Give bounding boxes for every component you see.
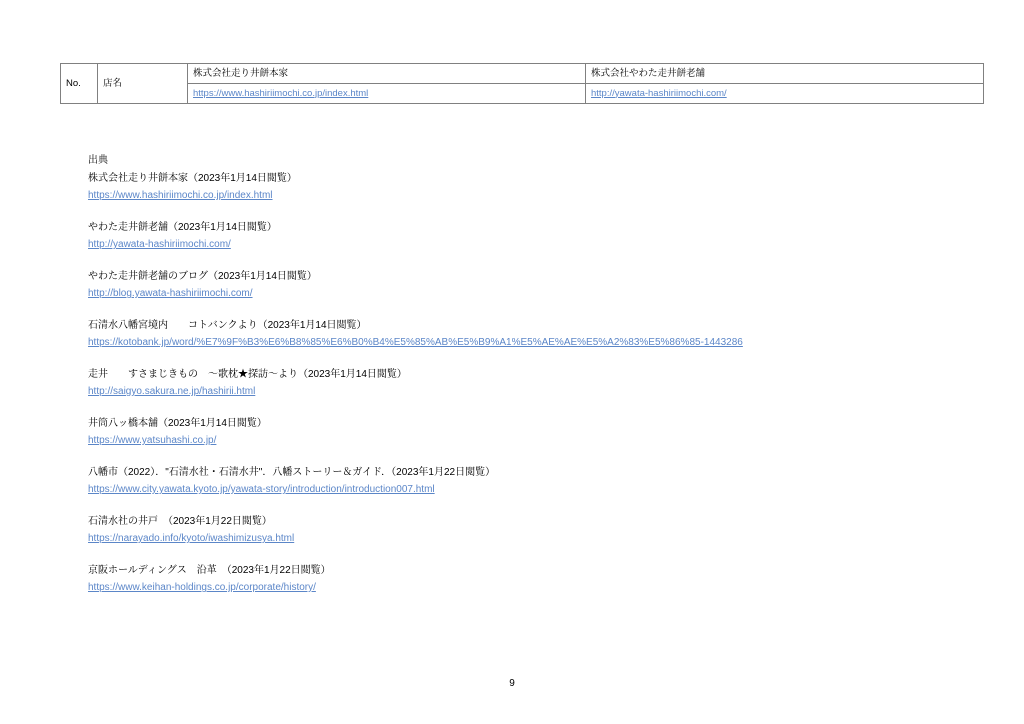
source-text-8: 京阪ホールディングス 沿革 （2023年1月22日閲覧）: [88, 565, 331, 576]
page-number: 9: [509, 678, 515, 689]
shop-url-link-2[interactable]: http://yawata-hashiriimochi.com/: [591, 87, 727, 99]
source-text-4: 走井 すさまじきもの 〜歌枕★探訪〜より（2023年1月14日閲覧）: [88, 369, 407, 380]
source-text-2: やわた走井餅老舗のブログ（2023年1月14日閲覧）: [88, 271, 317, 282]
sources-section: [88, 152, 948, 611]
source-link-8[interactable]: https://www.keihan-holdings.co.jp/corporate/history/: [88, 582, 316, 593]
source-text-5: 井筒八ッ橋本舗（2023年1月14日閲覧）: [88, 418, 267, 429]
source-text-0: 株式会社走り井餅本家（2023年1月14日閲覧）: [88, 173, 297, 184]
shop-url-link-1[interactable]: https://www.hashiriimochi.co.jp/index.html: [193, 87, 369, 99]
source-link-3[interactable]: https://kotobank.jp/word/%E7%9F%B3%E6%B8%85%E6%B0%B4%E5%85%AB%E5%B9%A1%E5%AE%AE%E5%A2%83%E5%86%85-1443286: [88, 337, 743, 348]
source-link-5[interactable]: https://www.yatsuhashi.co.jp/: [88, 435, 217, 446]
table-row: [61, 64, 984, 84]
source-link-0[interactable]: https://www.hashiriimochi.co.jp/index.html: [88, 190, 273, 201]
table-header-shopname: 店名: [98, 64, 188, 104]
shop-name-2: 株式会社やわた走井餅老舗: [586, 64, 984, 84]
source-entry-2: [88, 268, 948, 302]
sources-first-block: [88, 152, 948, 204]
source-text-7: 石清水社の井戸 （2023年1月22日閲覧）: [88, 516, 272, 527]
shop-reference-table: [60, 63, 984, 104]
source-entry-1: [88, 219, 948, 253]
source-text-1: やわた走井餅老舗（2023年1月14日閲覧）: [88, 222, 277, 233]
table-header-no: No.: [61, 64, 98, 104]
source-text-3: 石清水八幡宮境内 コトバンクより（2023年1月14日閲覧）: [88, 320, 367, 331]
shop-url-cell-2: [586, 84, 984, 104]
source-entry-8: [88, 562, 948, 596]
source-link-7[interactable]: https://narayado.info/kyoto/iwashimizusya.html: [88, 533, 295, 544]
source-entry-5: [88, 415, 948, 449]
source-link-4[interactable]: http://saigyo.sakura.ne.jp/hashirii.html: [88, 386, 256, 397]
sources-heading: 出典: [88, 155, 108, 166]
table-row: [61, 84, 984, 104]
source-entry-4: [88, 366, 948, 400]
source-link-1[interactable]: http://yawata-hashiriimochi.com/: [88, 239, 231, 250]
source-entry-3: [88, 317, 948, 351]
source-text-6: 八幡市（2022）．"石清水社・石清水井"．八幡ストーリー＆ガイド．（2023年1月22日閲覧）: [88, 467, 496, 478]
source-entry-7: [88, 513, 948, 547]
shop-name-1: 株式会社走り井餅本家: [188, 64, 586, 84]
shop-url-cell-1: [188, 84, 586, 104]
source-link-2[interactable]: http://blog.yawata-hashiriimochi.com/: [88, 288, 253, 299]
source-link-6[interactable]: https://www.city.yawata.kyoto.jp/yawata-story/introduction/introduction007.html: [88, 484, 435, 495]
source-entry-6: [88, 464, 948, 498]
